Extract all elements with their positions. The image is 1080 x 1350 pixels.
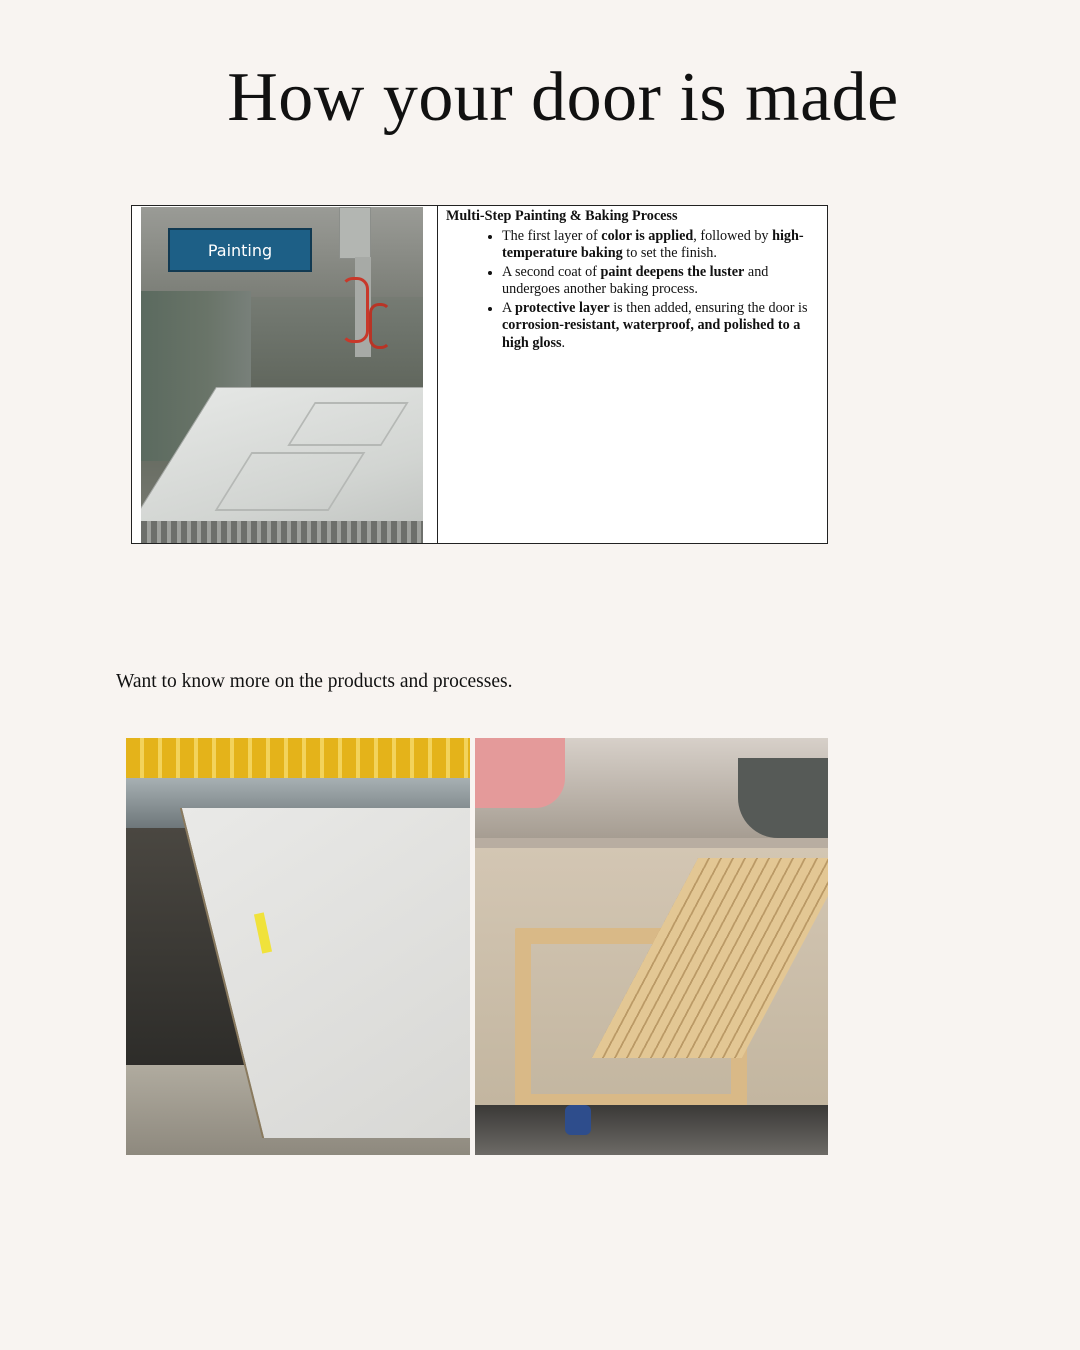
step-text: to set the finish. (622, 245, 717, 261)
more-info-text: Want to know more on the products and processes. (116, 671, 513, 692)
page-title: How your door is made (227, 59, 899, 136)
process-step (502, 228, 821, 263)
step-text: A (502, 299, 516, 316)
process-step (502, 264, 821, 299)
step-emphasis: color is applied (601, 227, 694, 244)
step-emphasis: high-temperature baking (502, 227, 804, 261)
step-emphasis: paint deepens the luster (600, 263, 745, 280)
step-text: The first layer of (502, 227, 602, 244)
process-steps (446, 228, 821, 353)
frame-assembly-photo (475, 738, 828, 1155)
step-text: and undergoes another baking process. (502, 263, 769, 297)
step-text: , followed by (693, 227, 773, 244)
laminating-photo (126, 738, 470, 1155)
photo-cell (132, 206, 438, 543)
step-emphasis: corrosion-resistant, waterproof, and polished to a high gloss (502, 317, 801, 351)
painting-photo (141, 207, 423, 543)
process-heading: Multi-Step Painting & Baking Process (446, 208, 678, 224)
step-emphasis: protective layer (515, 299, 610, 316)
process-table (131, 205, 828, 544)
step-text: . (561, 334, 566, 351)
process-gallery (126, 738, 828, 1155)
process-description (438, 206, 827, 543)
process-step (502, 300, 821, 353)
painting-label: Painting (168, 228, 312, 272)
step-text: A second coat of (502, 263, 601, 280)
step-text: is then added, ensuring the door is (609, 299, 808, 316)
